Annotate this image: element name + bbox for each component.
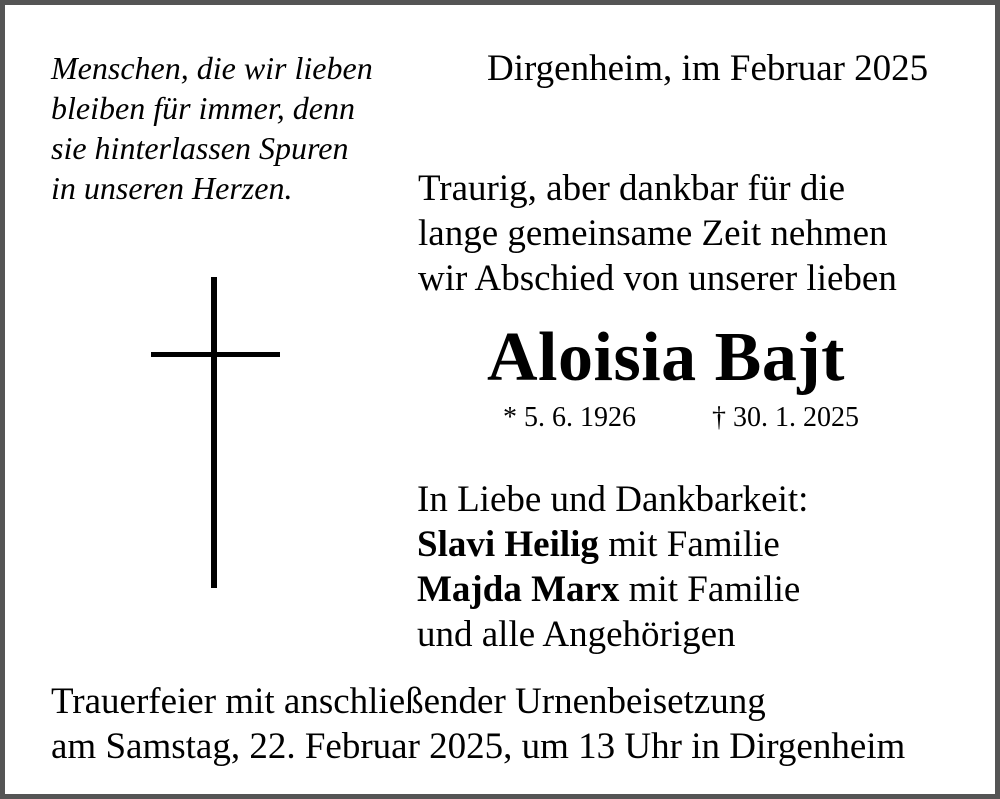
birth-date: * 5. 6. 1926 — [503, 402, 636, 433]
service-info — [51, 679, 905, 769]
mourners-heading: In Liebe und Dankbarkeit: — [417, 479, 809, 520]
place-date-line: Dirgenheim, im Februar 2025 — [487, 48, 929, 89]
mourner-name: Slavi Heilig — [417, 524, 599, 565]
intro-line: lange gemeinsame Zeit nehmen — [418, 213, 888, 254]
cross-horizontal-beam — [151, 352, 280, 357]
service-line: am Samstag, 22. Februar 2025, um 13 Uhr in Dirgenheim — [51, 726, 906, 767]
intro-line: wir Abschied von unserer lieben — [418, 258, 897, 299]
intro-text — [418, 166, 897, 301]
quote-line: in unseren Herzen. — [51, 170, 293, 206]
cross-vertical-beam — [211, 277, 217, 588]
quote-line: sie hinterlassen Spuren — [51, 130, 349, 166]
service-line: Trauerfeier mit anschließender Urnenbeisetzung — [51, 681, 766, 722]
quote-line: Menschen, die wir lieben — [51, 50, 373, 86]
mourner-line — [417, 522, 808, 567]
death-date: † 30. 1. 2025 — [712, 402, 859, 433]
mourner-suffix: mit Familie — [598, 524, 780, 565]
mourner-name: Majda Marx — [417, 569, 620, 610]
intro-line: Traurig, aber dankbar für die — [418, 168, 846, 209]
mourner-suffix: mit Familie — [619, 569, 801, 610]
memorial-quote — [51, 48, 373, 208]
quote-line: bleiben für immer, denn — [51, 90, 355, 126]
mourners-block — [417, 477, 808, 657]
deceased-name: Aloisia Bajt — [487, 319, 845, 396]
mourners-closing: und alle Angehörigen — [417, 614, 736, 655]
mourner-line — [417, 567, 808, 612]
cross-icon — [151, 277, 281, 589]
